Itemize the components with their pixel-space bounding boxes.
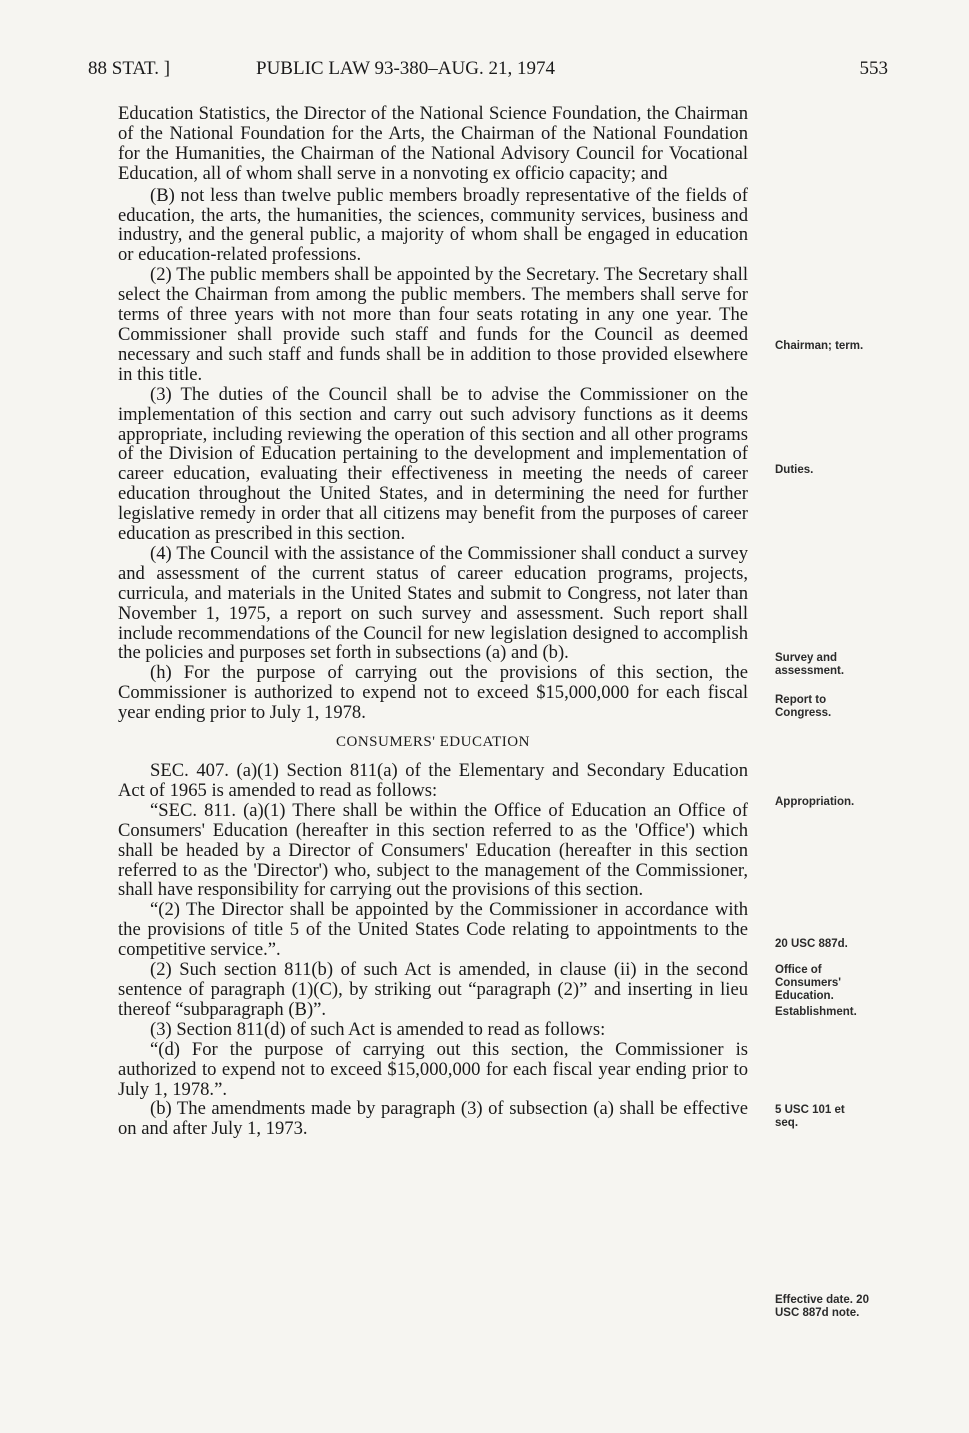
page-number: 553: [859, 58, 888, 79]
margin-note-effective-date: Effective date. 20 USC 887d note.: [775, 1294, 869, 1319]
paragraph-a2: (2) Such section 811(b) of such Act is amended, in clause (ii) in the second sentence of paragraph (1)(C), by striking out “paragraph (2)” and inserting in lieu thereof “subparagraph (B)”.: [118, 959, 748, 1020]
section-811-a2: “(2) The Director shall be appointed by the Commissioner in accordance with the provisions of title 5 of the United States Code relating to appointments to the competitive service.”.: [118, 899, 748, 961]
law-title: PUBLIC LAW 93-380–AUG. 21, 1974: [256, 58, 555, 79]
margin-note-usc-887d: 20 USC 887d.: [775, 938, 848, 950]
statute-reference: 88 STAT. ]: [88, 58, 171, 79]
body-text: [118, 104, 748, 1139]
section-811-a1: “SEC. 811. (a)(1) There shall be within the Office of Education an Office of Consumers' Education (hereafter in this section referred to as the 'Office') which shall be headed by a Director of Consumers' Education (hereafter in this section referred to as the 'Director') who, subject to the management of the Commissioner, shall have responsibility for carrying out the provisions of this section.: [118, 799, 748, 901]
paragraph-d: “(d) For the purpose of carrying out this section, the Commissioner is authorized to expend not to exceed $15,000,000 for each fiscal year ending prior to July 1, 1978.”.: [118, 1038, 748, 1100]
section-407: SEC. 407. (a)(1) Section 811(a) of the Elementary and Secondary Education Act of 1965 is amended to read as follows:: [118, 760, 748, 801]
margin-note-5usc: 5 USC 101 et seq.: [775, 1104, 845, 1129]
paragraph-a3: (3) Section 811(d) of such Act is amended to read as follows:: [150, 1018, 606, 1040]
paragraph-continuation: Education Statistics, the Director of the National Science Foundation, the Chairman of the National Foundation for the Arts, the Chairman of the National Foundation for the Humanities, the Chairman of the National Advisory Council for Vocational Education, all of whom shall serve in a nonvoting ex officio capacity; and: [118, 103, 748, 184]
margin-note-report: Report to Congress.: [775, 694, 832, 719]
paragraph-4: (4) The Council with the assistance of the Commissioner shall conduct a survey and assessment of the current status of career education programs, projects, curricula, and materials in the United States and submit to Congress, not later than November 1, 1975, a report on such survey and assessment. Such report shall include recommendations of the Council for new legislation designed to accomplish the policies and purposes set forth in subsections (a) and (b).: [118, 542, 748, 664]
paragraph-2: (2) The public members shall be appointed by the Secretary. The Secretary shall select the Chairman from among the public members. The members shall serve for terms of three years with not more than four seats rotating in any one year. The Commissioner shall provide such staff and funds for the Council as deemed necessary and such staff and funds shall be in addition to those provided elsewhere in this title.: [118, 264, 748, 385]
margin-note-appropriation: Appropriation.: [775, 796, 855, 808]
margin-note-establishment: Establishment.: [775, 1006, 857, 1018]
page-header: [88, 58, 888, 84]
paragraph-h: (h) For the purpose of carrying out the provisions of this section, the Commissioner is authorized to expend not to exceed $15,000,000 for each fiscal year ending prior to July 1, 1978.: [118, 662, 748, 724]
margin-note-survey: Survey and assessment.: [775, 652, 845, 677]
margin-note-duties: Duties.: [775, 464, 814, 476]
margin-note-office: Office of Consumers' Education.: [775, 964, 842, 1002]
paragraph-b-effective: (b) The amendments made by paragraph (3) of subsection (a) shall be effective on and after July 1, 1973.: [118, 1098, 748, 1140]
margin-note-chairman: Chairman; term.: [775, 340, 864, 352]
paragraph-b: (B) not less than twelve public members broadly representative of the fields of education, the arts, the humanities, the sciences, community services, business and industry, and the general public, a majority of whom shall be engaged in education or education-related professions.: [118, 184, 748, 266]
paragraph-3: (3) The duties of the Council shall be to advise the Commissioner on the implementation of this section and carry out such advisory functions as it deems appropriate, including reviewing the operation of this section and all other programs of the Division of Education pertaining to the development and implementation of career education, evaluating their effectiveness in meeting the needs of career education throughout the United States, and in determining the need for further legislative remedy in order that all citizens may benefit from the purposes of career education as prescribed in this section.: [118, 383, 748, 545]
section-heading: CONSUMERS' EDUCATION: [336, 734, 530, 751]
